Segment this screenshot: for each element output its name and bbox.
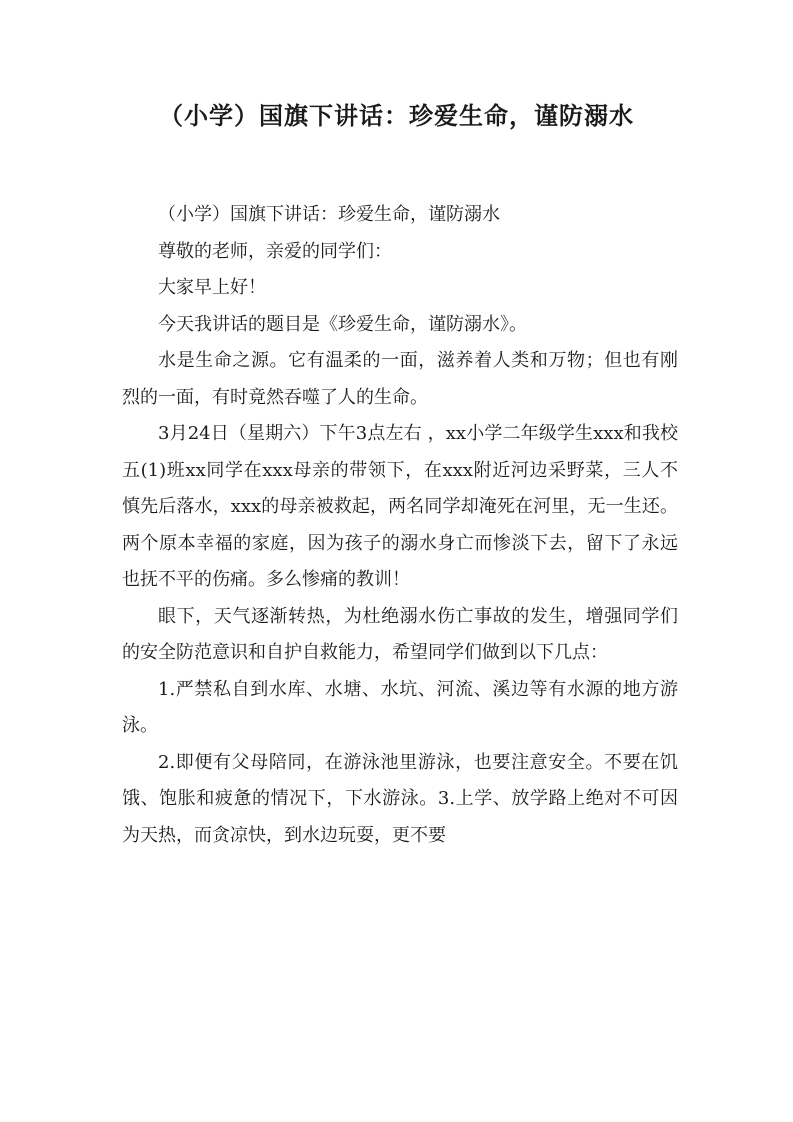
paragraph-salutation: 尊敬的老师，亲爱的同学们： (158, 240, 392, 262)
paragraph-rule-2: 2.即便有父母陪同，在游泳池里游泳，也要注意安全。不要在饥饿、饱胀和疲惫的情况下，下水游泳。3.上学、放学路上绝对不可因为天热，而贪凉快，到水边玩耍，更不要 (122, 751, 678, 846)
paragraph-advice-intro: 眼下，天气逐渐转热，为杜绝溺水伤亡事故的发生，增强同学们的安全防范意识和自护自救能力，希望同学们做到以下几点： (122, 605, 678, 663)
paragraph-topic: 今天我讲话的题目是《珍爱生命，谨防溺水》。 (158, 313, 527, 335)
paragraph-water: 水是生命之源。它有温柔的一面，滋养着人类和万物；但也有刚烈的一面，有时竟然吞噬了人的生命。 (122, 350, 678, 408)
paragraph-rule-1: 1.严禁私自到水库、水塘、水坑、河流、溪边等有水源的地方游泳。 (122, 678, 678, 736)
paragraph-incident: 3月24日（星期六）下午3点左右 ，xx小学二年级学生xxx和我校五(1)班xx同学在xxx母亲的带领下，在xxx附近河边采野菜，三人不慎先后落水，xxx的母亲被救起，两名同学却淹死在河里，无一生还。两个原本幸福的家庭，因为孩子的溺水身亡而惨淡下去，留下了永远也抚不平的伤痛。多么惨痛的教训！ (122, 423, 678, 590)
document-title: （小学）国旗下讲话：珍爱生命，谨防溺水 (159, 102, 634, 130)
paragraph-greeting: 大家早上好！ (158, 277, 266, 298)
paragraph-subtitle: （小学）国旗下讲话：珍爱生命，谨防溺水 (158, 204, 500, 225)
document-body (122, 197, 678, 854)
